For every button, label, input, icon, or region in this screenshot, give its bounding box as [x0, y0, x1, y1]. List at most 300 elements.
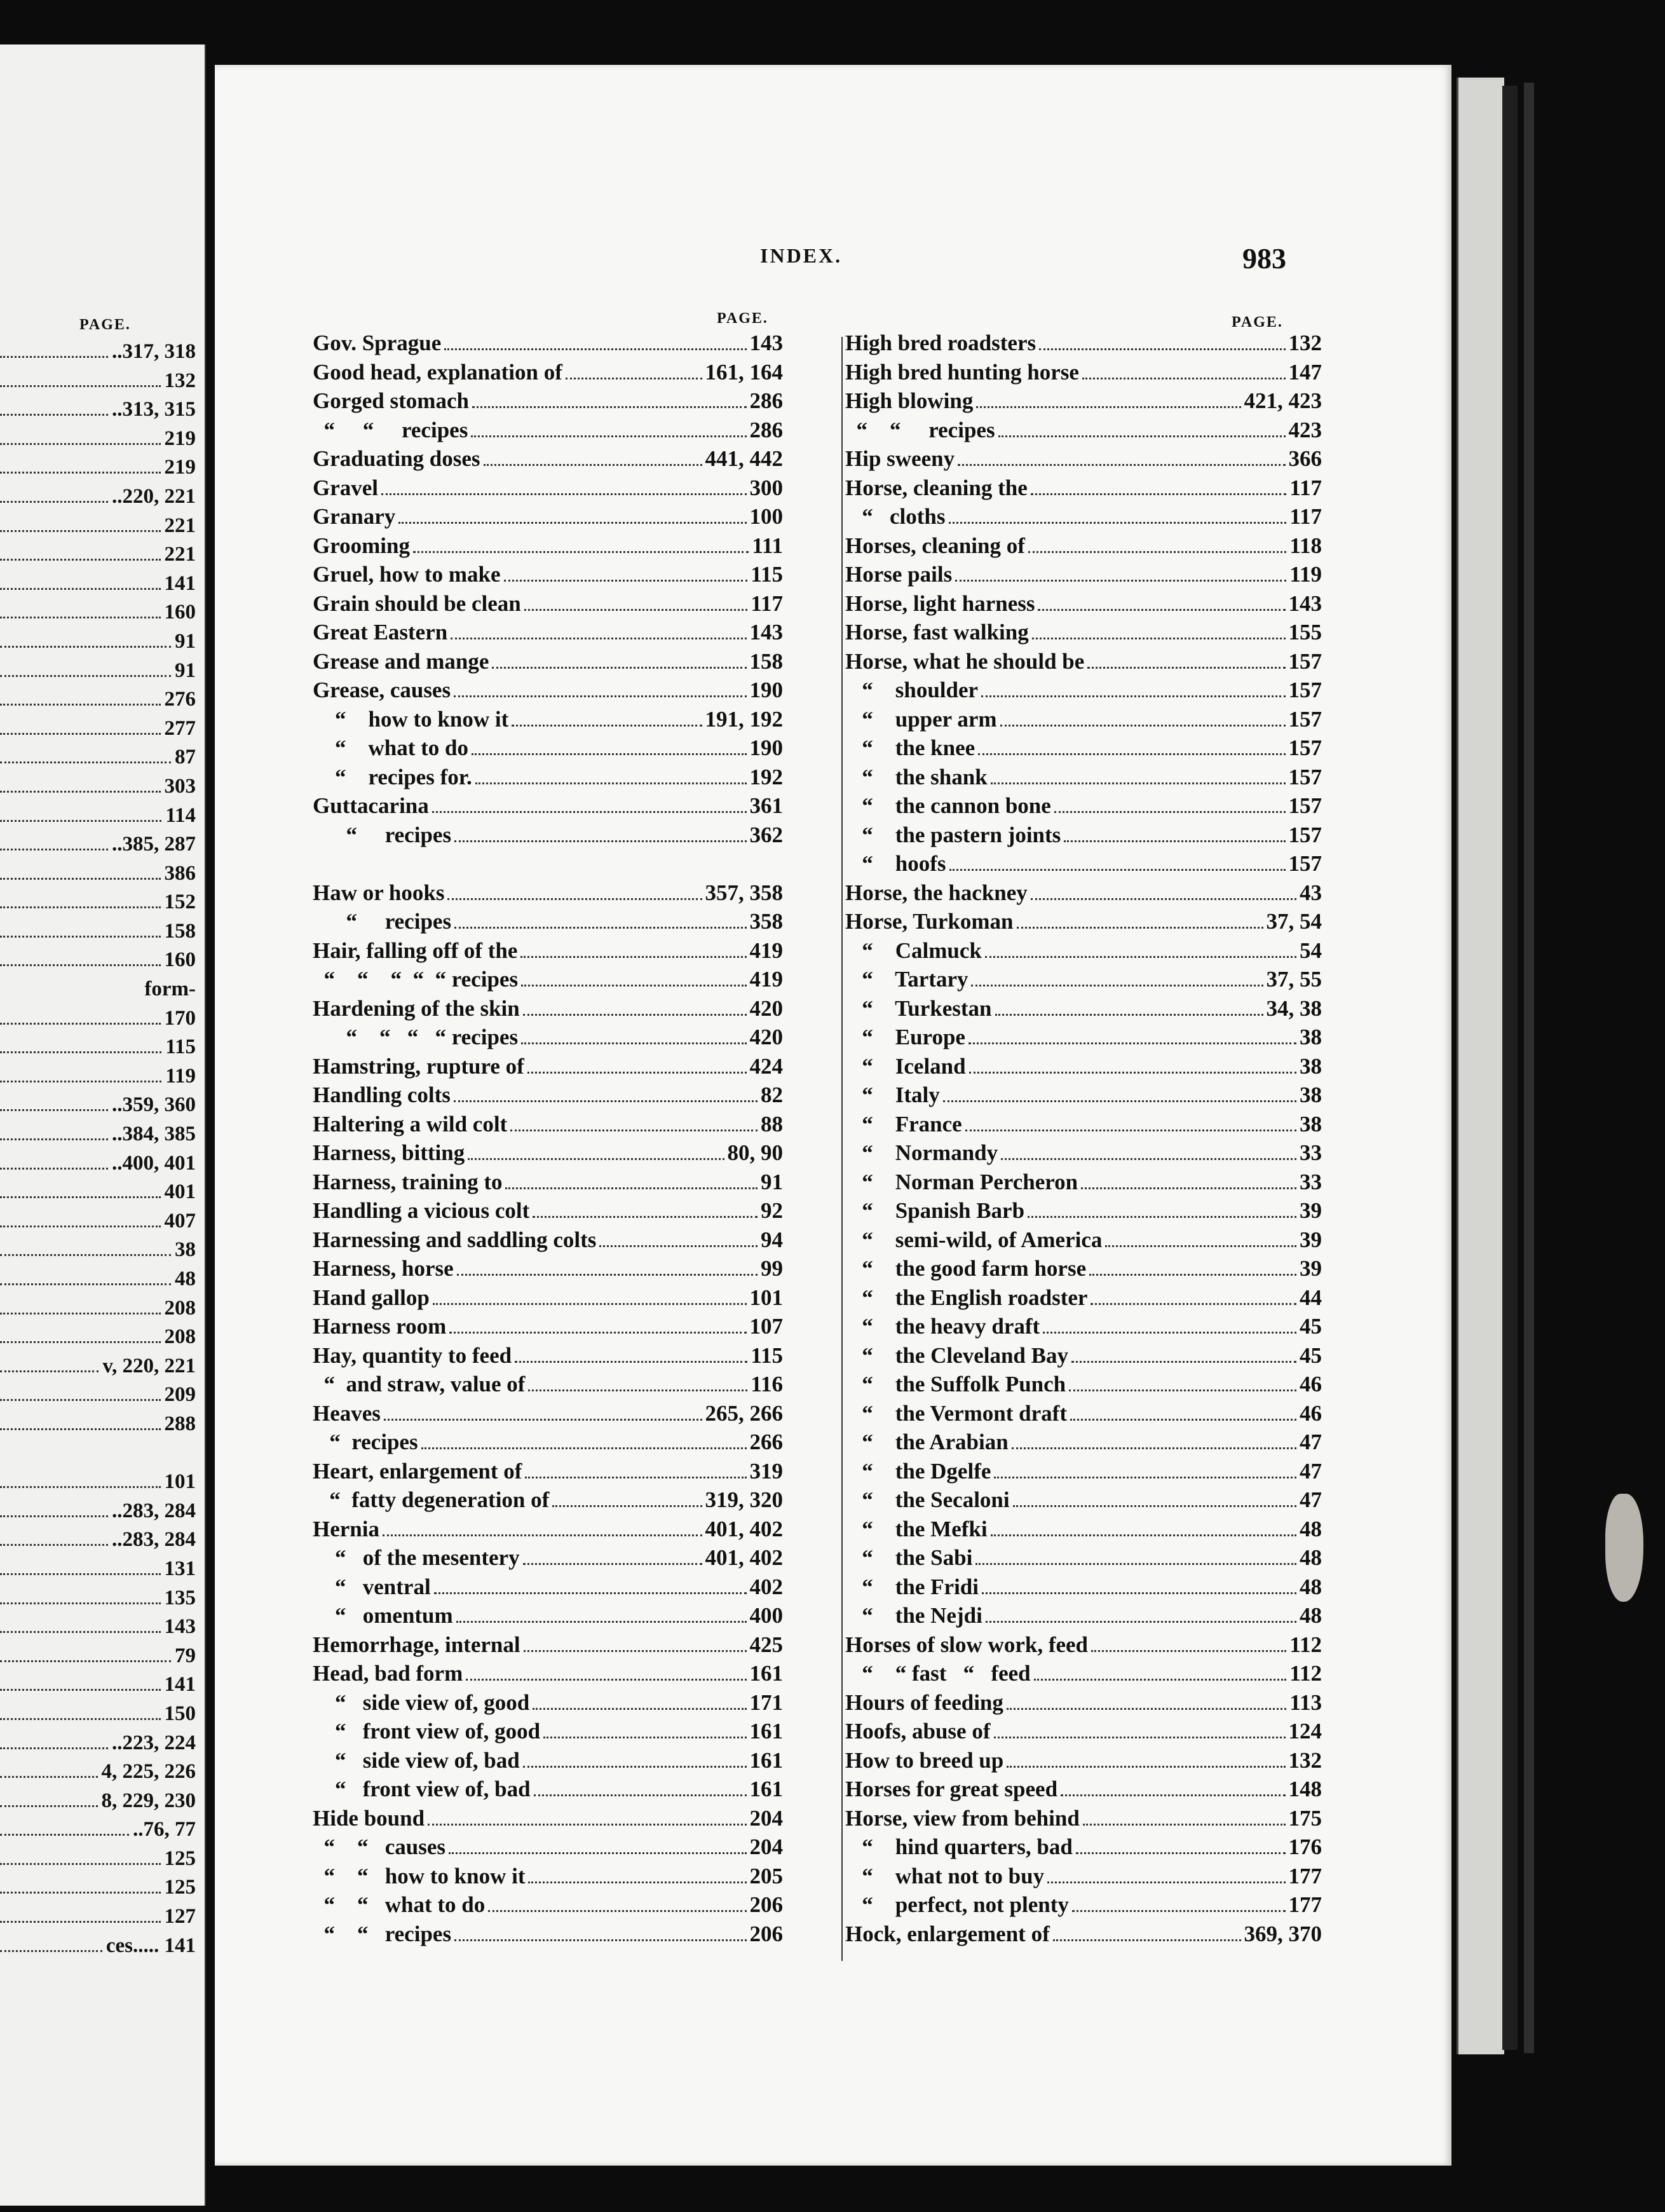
index-entry — [845, 1777, 1322, 1806]
index-entry — [313, 1806, 783, 1835]
index-entry — [313, 707, 783, 736]
left-page-fragment: 276 — [164, 688, 196, 711]
entry-page: 191, 192 — [705, 706, 783, 732]
index-entry — [313, 1314, 783, 1343]
entry-page: 265, 266 — [705, 1400, 783, 1426]
dot-leader — [543, 1720, 746, 1738]
dot-leader — [1007, 1691, 1287, 1710]
entry-page: 117 — [1289, 504, 1322, 529]
left-page-line — [0, 804, 196, 833]
index-entry — [313, 360, 783, 389]
entry-term: Horses, cleaning of — [845, 533, 1025, 558]
entry-term: Hoofs, abuse of — [845, 1719, 991, 1744]
entry-page: 425 — [749, 1632, 783, 1657]
index-entry — [313, 1632, 783, 1662]
entry-term: Hernia — [313, 1516, 379, 1541]
entry-page: 319 — [749, 1458, 783, 1484]
dot-leader — [949, 852, 1286, 871]
entry-term: “ “ what to do — [313, 1892, 486, 1917]
entry-term: “ Turkestan — [845, 995, 992, 1021]
dot-leader — [521, 1026, 746, 1044]
entry-term: Horses for great speed — [845, 1777, 1058, 1801]
dot-leader — [0, 1558, 161, 1575]
entry-term: Hide bound — [313, 1805, 425, 1831]
index-entry — [845, 1806, 1322, 1835]
dot-leader — [457, 1257, 758, 1276]
left-page-fragment: 208 — [164, 1296, 196, 1320]
dot-leader — [986, 1604, 1296, 1623]
left-page-fragment: 158 — [164, 919, 196, 943]
entry-term: Gravel — [313, 475, 379, 500]
dot-leader — [0, 1761, 98, 1778]
index-entry — [845, 591, 1322, 620]
index-entry — [845, 1430, 1322, 1459]
entry-term: “ “ recipes — [313, 417, 468, 442]
entry-page: 157 — [1288, 706, 1322, 732]
entry-term: “ Calmuck — [845, 938, 982, 963]
index-entry — [313, 649, 783, 678]
left-page-fragment: 141 — [164, 571, 196, 595]
entry-term: “ “ how to know it — [313, 1863, 526, 1888]
left-page-line — [0, 688, 196, 717]
index-entry — [313, 1545, 783, 1574]
left-page-fragment: 125 — [164, 1876, 196, 1899]
dot-leader — [525, 1460, 746, 1478]
entry-page: 132 — [1288, 1747, 1322, 1773]
index-entry — [845, 1025, 1322, 1054]
entry-page: 205 — [749, 1863, 783, 1888]
entry-page: 286 — [749, 417, 783, 442]
dot-leader — [534, 1778, 747, 1796]
dot-leader — [0, 1848, 161, 1865]
left-page-line — [0, 833, 196, 862]
left-page-fragment: 119 — [165, 1064, 196, 1088]
entry-term: “ front view of, bad — [313, 1777, 531, 1801]
entry-page: 101 — [749, 1285, 783, 1310]
column-divider — [841, 337, 843, 1961]
entry-term: “ of the mesentery — [313, 1545, 520, 1570]
index-entry — [313, 504, 783, 533]
left-page-line — [0, 543, 196, 572]
index-entry — [313, 1112, 783, 1141]
left-page-line — [0, 1383, 196, 1412]
left-page-line — [0, 746, 196, 775]
dot-leader — [1031, 477, 1287, 495]
index-entry — [313, 1082, 783, 1112]
dot-leader — [994, 1460, 1296, 1478]
index-entry — [313, 446, 783, 475]
dot-leader — [468, 1142, 724, 1160]
entry-term: “ side view of, good — [313, 1690, 530, 1715]
index-entry — [313, 1054, 783, 1083]
dot-leader — [432, 795, 747, 813]
dot-leader — [976, 390, 1240, 408]
dot-leader — [0, 456, 161, 474]
dot-leader — [1000, 708, 1286, 727]
left-page-fragment: 4, 225, 226 — [101, 1760, 196, 1784]
dot-leader — [533, 1691, 746, 1710]
entry-page: 119 — [1289, 562, 1322, 587]
entry-term: “ “ “ “ recipes — [313, 1025, 519, 1049]
entry-page: 39 — [1300, 1256, 1322, 1281]
dot-leader — [434, 1576, 747, 1594]
entry-page: 112 — [1289, 1632, 1322, 1657]
dot-leader — [0, 1935, 102, 1952]
dot-leader — [0, 399, 108, 416]
index-entry — [845, 418, 1322, 447]
dot-leader — [1013, 1489, 1296, 1507]
left-page-line — [0, 1528, 196, 1557]
dot-leader — [982, 1576, 1296, 1594]
dot-leader — [998, 419, 1286, 437]
index-entry — [313, 938, 783, 967]
entry-page: 366 — [1288, 446, 1322, 471]
entry-term: “ the Nejdi — [845, 1603, 982, 1628]
left-page-fragment: 115 — [165, 1035, 196, 1059]
left-page-line — [0, 1035, 196, 1065]
dot-leader — [1091, 1287, 1296, 1305]
left-page-fragment: ..359, 360 — [112, 1093, 196, 1117]
entry-page: 157 — [1288, 764, 1322, 789]
entry-page: 37, 54 — [1266, 909, 1322, 934]
index-entry — [313, 1922, 783, 1951]
entry-term: Heaves — [313, 1400, 381, 1426]
entry-page: 361 — [749, 793, 783, 818]
left-page-fragment: 114 — [165, 803, 196, 827]
index-entry — [313, 1777, 783, 1806]
entry-page: 157 — [1288, 735, 1322, 760]
dot-leader — [1047, 1865, 1285, 1883]
dot-leader — [0, 1239, 171, 1256]
left-page-line — [0, 1325, 196, 1355]
entry-term: Hand gallop — [313, 1285, 430, 1310]
left-page-line — [0, 1267, 196, 1297]
index-entry — [313, 1140, 783, 1170]
dot-leader — [524, 592, 748, 611]
left-page-fragment: 386 — [164, 861, 196, 885]
left-page-line — [0, 978, 196, 1007]
left-page-fragment: 135 — [164, 1586, 196, 1609]
dot-leader — [991, 766, 1286, 784]
left-page-line — [0, 514, 196, 543]
dot-leader — [1083, 1807, 1286, 1826]
left-page-fragment: 401 — [164, 1180, 196, 1204]
dot-leader — [1071, 1344, 1296, 1363]
dot-leader — [995, 997, 1263, 1016]
dot-leader — [528, 1865, 746, 1883]
dot-leader — [0, 1094, 108, 1111]
dot-leader — [0, 1181, 161, 1198]
dot-leader — [449, 1836, 746, 1854]
dot-leader — [949, 505, 1287, 524]
entry-page: 34, 38 — [1266, 995, 1322, 1021]
entry-page: 206 — [749, 1921, 783, 1946]
dot-leader — [1043, 1315, 1296, 1334]
dot-leader — [0, 1471, 161, 1488]
left-page-line — [0, 1499, 196, 1529]
entry-page: 143 — [749, 620, 783, 645]
entry-term: “ the pastern joints — [845, 822, 1061, 847]
index-entry — [313, 1892, 783, 1922]
entry-page: 161 — [749, 1661, 783, 1686]
entry-term: Guttacarina — [313, 793, 429, 818]
entry-term: Granary — [313, 504, 396, 529]
dot-leader — [523, 1749, 747, 1768]
entry-term: How to breed up — [845, 1747, 1004, 1773]
entry-term: “ Iceland — [845, 1053, 966, 1079]
left-page-fragment: 101 — [164, 1470, 196, 1494]
left-page-fragment: 208 — [164, 1325, 196, 1349]
left-page-line — [0, 456, 196, 485]
entry-term: Grooming — [313, 533, 410, 558]
dot-leader — [0, 1819, 129, 1836]
entry-page: 47 — [1300, 1430, 1322, 1454]
left-page-line — [0, 1644, 196, 1674]
left-page-line — [0, 775, 196, 804]
left-page-line — [0, 1210, 196, 1239]
index-entry — [845, 1459, 1322, 1488]
index-entry — [313, 1834, 783, 1864]
left-page-fragment: ..220, 221 — [112, 484, 196, 508]
index-entry — [845, 823, 1322, 852]
entry-term: Handling colts — [313, 1082, 451, 1107]
entry-term: “ France — [845, 1111, 962, 1137]
left-page-fragment: 141 — [164, 1673, 196, 1697]
left-page-fragment: 143 — [164, 1615, 196, 1639]
dot-leader — [0, 1036, 161, 1053]
index-entry — [845, 1314, 1322, 1343]
dot-leader — [1039, 332, 1285, 350]
index-entry — [313, 996, 783, 1025]
entry-term: “ semi-wild, of America — [845, 1227, 1103, 1252]
left-page-header: PAGE. — [79, 317, 131, 333]
left-page-fragment: ..384, 385 — [112, 1123, 196, 1146]
left-page-line — [0, 1238, 196, 1267]
entry-page: 157 — [1288, 851, 1322, 876]
entry-page: 266 — [749, 1430, 783, 1454]
dot-leader — [510, 1113, 758, 1131]
dot-leader — [1034, 1662, 1287, 1681]
dot-leader — [0, 1645, 171, 1662]
entry-term: “ the English roadster — [845, 1285, 1088, 1310]
dot-leader — [1054, 795, 1286, 813]
entry-term: Hay, quantity to feed — [313, 1342, 512, 1368]
index-entry — [845, 1343, 1322, 1372]
index-entry — [845, 1690, 1322, 1719]
dot-leader — [0, 1790, 98, 1807]
dot-leader — [968, 1026, 1296, 1044]
index-entry — [313, 909, 783, 938]
dot-leader — [492, 650, 746, 669]
entry-term: “ what to do — [313, 735, 469, 760]
entry-term: Harness room — [313, 1314, 447, 1339]
dot-leader — [1028, 535, 1287, 553]
dot-leader — [0, 1326, 161, 1343]
entry-term: Haltering a wild colt — [313, 1111, 508, 1137]
entry-page: 400 — [749, 1603, 783, 1628]
entry-page: 420 — [749, 995, 783, 1021]
index-entry — [845, 1719, 1322, 1748]
dot-leader — [1001, 1142, 1296, 1160]
index-entry — [845, 1082, 1322, 1112]
left-page-line — [0, 1007, 196, 1036]
dot-leader — [599, 1229, 758, 1247]
dot-leader — [0, 1876, 161, 1894]
entry-term: Grease, causes — [313, 678, 451, 702]
entry-page: 286 — [749, 388, 783, 413]
index-column-2 — [845, 331, 1322, 1950]
left-page — [0, 44, 206, 2206]
entry-term: Harness, training to — [313, 1169, 503, 1194]
left-page-line — [0, 1847, 196, 1876]
entry-page: 38 — [1300, 1025, 1322, 1049]
index-entry — [313, 880, 783, 910]
left-page-line — [0, 485, 196, 514]
entry-page: 39 — [1300, 1227, 1322, 1252]
entry-page: 100 — [749, 504, 783, 529]
entry-term: Heart, enlargement of — [313, 1458, 522, 1484]
dot-leader — [413, 535, 749, 553]
index-entry — [313, 793, 783, 823]
index-entry — [313, 1690, 783, 1719]
index-entry — [313, 418, 783, 447]
entry-page: 92 — [761, 1198, 783, 1223]
dot-leader — [991, 1518, 1296, 1536]
entry-term: “ perfect, not plenty — [845, 1892, 1069, 1917]
entry-page: 48 — [1300, 1574, 1322, 1599]
index-entry — [313, 1748, 783, 1777]
dot-leader — [1031, 882, 1296, 900]
dot-leader — [523, 997, 747, 1016]
entry-term: Hip sweeny — [845, 446, 955, 471]
entry-term: “ the Cleveland Bay — [845, 1342, 1068, 1368]
dot-leader — [1105, 1229, 1296, 1247]
index-entry — [313, 1198, 783, 1227]
dot-leader — [0, 1355, 99, 1372]
entry-term: “ omentum — [313, 1603, 453, 1628]
entry-term: Horse, light harness — [845, 591, 1035, 616]
index-entry — [845, 1574, 1322, 1604]
entry-page: 118 — [1289, 533, 1322, 558]
entry-page: 48 — [1300, 1545, 1322, 1570]
entry-page: 82 — [761, 1082, 783, 1107]
page-edge-band — [1457, 78, 1504, 2054]
dot-leader — [985, 939, 1296, 958]
entry-page: 116 — [751, 1372, 783, 1396]
dot-leader — [1064, 824, 1285, 842]
left-page-fragment: ..317, 318 — [112, 340, 196, 363]
left-page-fragment: 91 — [175, 629, 196, 653]
dot-leader — [444, 332, 746, 350]
entry-term: High bred roadsters — [845, 331, 1036, 355]
index-entry — [845, 533, 1322, 563]
index-entry — [845, 331, 1322, 360]
dot-leader — [0, 486, 108, 503]
entry-page: 419 — [749, 967, 783, 992]
dot-leader — [0, 891, 161, 908]
left-page-fragment: 277 — [164, 716, 196, 740]
dot-leader — [955, 563, 1286, 582]
left-page-fragment: 125 — [164, 1847, 196, 1870]
entry-page: 300 — [749, 475, 783, 500]
entry-term: “ recipes — [313, 1430, 418, 1454]
left-page-line — [0, 920, 196, 949]
entry-page: 33 — [1300, 1140, 1322, 1165]
left-page-line — [0, 369, 196, 399]
left-page-fragment: 131 — [164, 1557, 196, 1580]
entry-term: “ “ causes — [313, 1834, 446, 1859]
dot-leader — [0, 370, 161, 387]
dot-leader — [1081, 1171, 1296, 1189]
entry-page: 44 — [1300, 1285, 1322, 1310]
entry-page: 107 — [749, 1314, 783, 1339]
left-page-fragment: ..283, 284 — [112, 1528, 196, 1552]
entry-term: “ “ recipes — [845, 417, 995, 442]
left-page-fragment: 8, 229, 230 — [101, 1789, 196, 1812]
index-entry — [313, 1170, 783, 1199]
entry-term: Grain should be clean — [313, 591, 521, 616]
dot-leader — [1082, 361, 1286, 379]
entry-term: “ and straw, value of — [313, 1372, 526, 1396]
dot-leader — [0, 631, 171, 648]
left-page-fragment: form- — [144, 978, 196, 1001]
entry-term: “ the cannon bone — [845, 793, 1051, 818]
entry-page: 47 — [1300, 1487, 1322, 1512]
dot-leader — [521, 968, 746, 987]
dot-leader — [0, 833, 108, 850]
entry-term: “ the heavy draft — [845, 1314, 1040, 1339]
left-page-fragment: 407 — [164, 1209, 196, 1232]
dot-leader — [533, 1199, 758, 1218]
dot-leader — [520, 939, 746, 958]
entry-page: 115 — [751, 562, 783, 587]
entry-page: 80, 90 — [727, 1140, 783, 1165]
entry-term: “ upper arm — [845, 706, 997, 732]
book-cover-edge — [1524, 83, 1534, 2053]
dot-leader — [1072, 1894, 1286, 1912]
entry-page: 115 — [751, 1342, 783, 1368]
entry-term: “ shoulder — [845, 678, 979, 702]
left-page-fragment: 288 — [164, 1412, 196, 1435]
entry-term: Hamstring, rupture of — [313, 1053, 524, 1079]
dot-leader — [971, 968, 1263, 987]
dot-leader — [1089, 1257, 1296, 1276]
entry-page: 112 — [1289, 1661, 1322, 1686]
index-entry — [313, 851, 783, 880]
dot-leader — [0, 1500, 108, 1517]
entry-term: Harnessing and saddling colts — [313, 1227, 597, 1252]
column-1-page-header: PAGE. — [717, 310, 768, 327]
entry-page: 157 — [1288, 648, 1322, 674]
left-page-fragment: 38 — [175, 1238, 196, 1262]
entry-term: “ “ fast “ feed — [845, 1661, 1031, 1686]
index-entry — [845, 1054, 1322, 1083]
entry-page: 192 — [749, 764, 783, 789]
left-page-fragment: 170 — [164, 1006, 196, 1030]
index-entry — [313, 591, 783, 620]
dot-leader — [0, 573, 161, 590]
left-page-line — [0, 1615, 196, 1644]
dot-leader — [0, 1732, 108, 1749]
entry-term: Hemorrhage, internal — [313, 1632, 520, 1657]
index-entry — [313, 823, 783, 852]
index-entry — [845, 1834, 1322, 1864]
index-entry — [845, 562, 1322, 591]
left-page-line — [0, 862, 196, 891]
entry-term: “ hoofs — [845, 851, 946, 876]
index-entry — [845, 1372, 1322, 1401]
entry-page: 157 — [1288, 793, 1322, 818]
